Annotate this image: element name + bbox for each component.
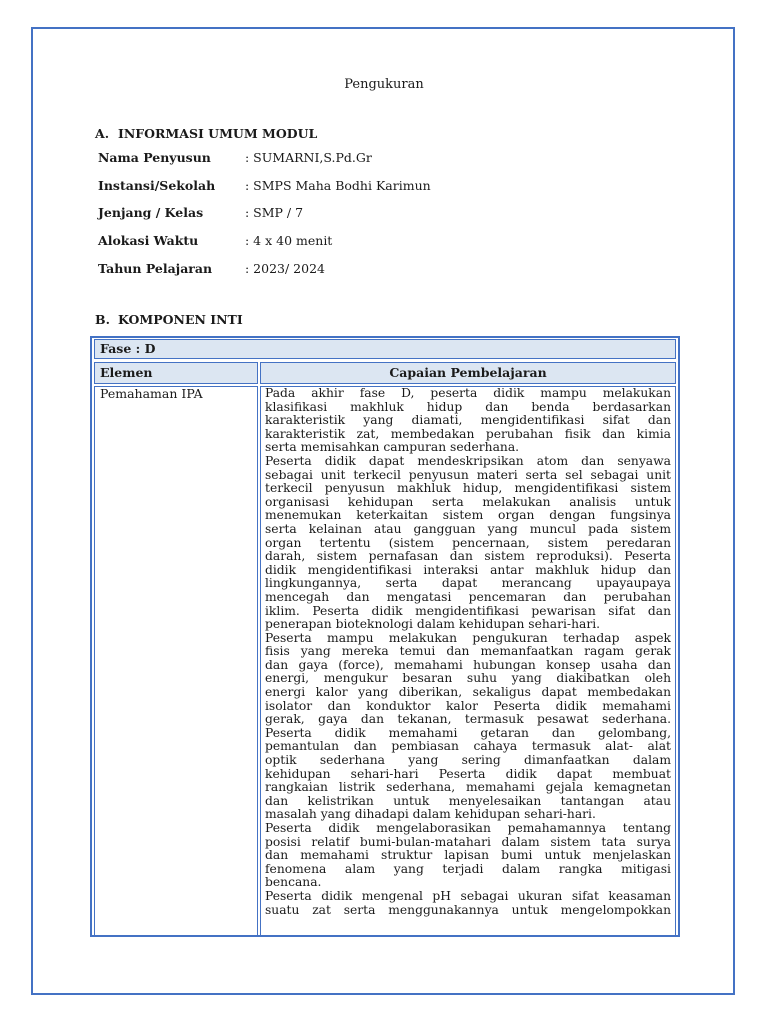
capaian-text-line: bencana. xyxy=(265,876,322,890)
capaian-text-line: klasifikasi makhluk hidup dan benda berdasarkan xyxy=(265,400,671,414)
capaian-text-line: karakteristik yang diamati, mengidentifikasi sifat dan xyxy=(265,414,671,428)
capaian-text-line: Peserta didik dapat mendeskripsikan atom dan senyawa xyxy=(265,454,671,468)
capaian-text-line: dan kelistrikan untuk menyelesaikan tantangan atau xyxy=(265,794,671,808)
section-b-heading xyxy=(95,312,243,327)
capaian-text-line: fenomena alam yang terjadi dalam rangka mitigasi xyxy=(265,862,671,876)
info-value: : SMP / 7 xyxy=(245,205,304,220)
capaian-text-line: menemukan keterkaitan sistem organ dengan fungsinya xyxy=(265,509,671,523)
capaian-text-line: Peserta mampu melakukan pengukuran terhadap aspek xyxy=(265,631,671,645)
info-label: Tahun Pelajaran xyxy=(98,261,213,276)
info-label: Jenjang / Kelas xyxy=(98,205,204,220)
capaian-text-line: Peserta didik memahami getaran dan gelombang, xyxy=(265,726,671,740)
info-value: : SUMARNI,S.Pd.Gr xyxy=(245,150,372,165)
capaian-text-line: masalah yang dihadapi dalam kehidupan sehari-hari. xyxy=(265,808,596,822)
capaian-text-line: darah, sistem pernafasan dan sistem reproduksi). Peserta xyxy=(265,550,671,564)
capaian-text-line: terkecil penyusun makhluk hidup, mengidentifikasi sistem xyxy=(265,482,671,496)
komponen-inti-table xyxy=(90,336,680,937)
capaian-text-line: dan gaya (force), memahami hubungan konsep usaha dan xyxy=(265,658,671,672)
capaian-text-line: posisi relatif bumi-bulan-matahari dalam sistem tata surya xyxy=(265,835,671,849)
capaian-text-line: iklim. Peserta didik mengidentifikasi pewarisan sifat dan xyxy=(265,604,671,618)
section-b-label: KOMPONEN INTI xyxy=(118,312,243,327)
capaian-text-line: mencegah dan mengatasi pencemaran dan perubahan xyxy=(265,590,671,604)
section-b-number: B. xyxy=(95,312,110,327)
header-capaian-pembelajaran: Capaian Pembelajaran xyxy=(260,362,676,384)
info-label: Instansi/Sekolah xyxy=(98,178,216,193)
info-value: : 2023/ 2024 xyxy=(245,261,325,276)
capaian-text-line: isolator dan konduktor kalor Peserta didik memahami xyxy=(265,699,671,713)
capaian-text-line: sebagai unit terkecil penyusun materi serta sel sebagai unit xyxy=(265,468,671,482)
capaian-text-line: karakteristik zat, membedakan perubahan fisik dan kimia xyxy=(265,427,671,441)
capaian-text-line: energi kalor yang diberikan, sekaligus dapat membedakan xyxy=(265,686,671,700)
capaian-text-line: dan memahami struktur lapisan bumi untuk menjelaskan xyxy=(265,849,671,863)
capaian-text-line: didik mengidentifikasi interaksi antar makhluk hidup dan xyxy=(265,563,671,577)
capaian-text-line: energi, mengukur besaran suhu yang diakibatkan oleh xyxy=(265,672,671,686)
capaian-text-line: Pada akhir fase D, peserta didik mampu melakukan xyxy=(265,387,671,400)
info-value: : SMPS Maha Bodhi Karimun xyxy=(245,178,431,193)
capaian-text-line: fisis yang mereka temui dan memanfaatkan ragam gerak xyxy=(265,645,671,659)
capaian-text-line: gerak, gaya dan tekanan, termasuk pesawat sederhana. xyxy=(265,713,671,727)
section-a-heading xyxy=(95,126,317,141)
capaian-cell xyxy=(260,386,676,937)
capaian-text-line: organ tertentu (sistem pencernaan, sistem peredaran xyxy=(265,536,671,550)
capaian-text-line: penerapan bioteknologi dalam kehidupan sehari-hari. xyxy=(265,618,601,632)
header-elemen: Elemen xyxy=(94,362,258,384)
capaian-text-line: serta kelainan atau gangguan yang muncul pada sistem xyxy=(265,522,671,536)
capaian-text-line: pemantulan dan pembiasan cahaya termasuk alat- alat xyxy=(265,740,671,754)
section-a-number: A. xyxy=(95,126,110,141)
capaian-text-line: organisasi kehidupan serta melakukan analisis untuk xyxy=(265,495,671,509)
info-label: Alokasi Waktu xyxy=(98,233,199,248)
info-value: : 4 x 40 menit xyxy=(245,233,333,248)
capaian-text-line: suatu zat serta menggunakannya untuk mengelompokkan xyxy=(265,903,671,917)
section-a-label: INFORMASI UMUM MODUL xyxy=(118,126,318,141)
capaian-text-line: lingkungannya, serta dapat merancang upayaupaya xyxy=(265,577,671,591)
capaian-text-line: Peserta didik mengenal pH sebagai ukuran sifat keasaman xyxy=(265,889,671,903)
fase-row: Fase : D xyxy=(94,339,676,359)
document-title: Pengukuran xyxy=(344,77,424,92)
capaian-text-line: rangkaian listrik sederhana, memahami gejala kemagnetan xyxy=(265,781,671,795)
elemen-cell: Pemahaman IPA xyxy=(94,386,258,937)
capaian-text-line: Peserta didik mengelaborasikan pemahamannya tentang xyxy=(265,822,671,835)
capaian-text-line: serta memisahkan campuran sederhana. xyxy=(265,441,520,455)
capaian-text-line: kehidupan sehari-hari Peserta didik dapat membuat xyxy=(265,767,671,781)
info-label: Nama Penyusun xyxy=(98,150,211,165)
capaian-text-line: optik sederhana yang sering dimanfaatkan dalam xyxy=(265,754,671,768)
